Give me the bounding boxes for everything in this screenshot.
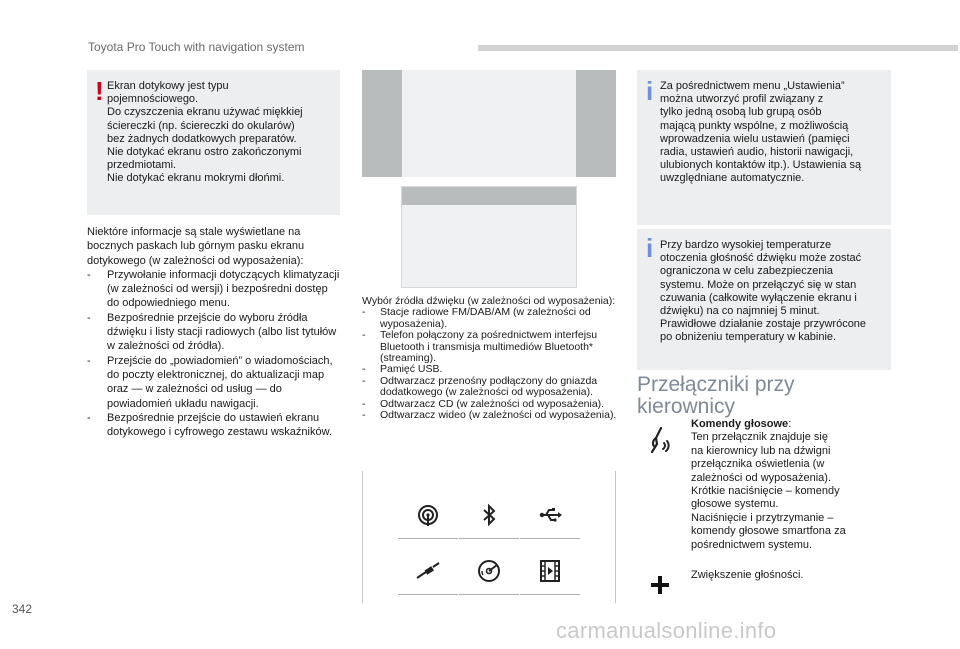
info-note-temperature	[637, 229, 891, 370]
info-note-text: Za pośrednictwem menu „Ustawienia” można utworzyć profil związany z tylko jedną osobą lub grupą osób mającą punkty wspólne, z możliwością wprowadzenia wielu ustawień (pamięci radia, ustawień audio, historii nawigacji, ulubionych kontaktów itp.). Ustawienia są uwzględniane automatycznie.	[660, 80, 862, 185]
divider	[398, 538, 458, 539]
info-icon: i	[646, 233, 654, 263]
list-item: - Bezpośrednie przejście do ustawień ekranu dotykowego i cyfrowego zestawu wskaźników.	[87, 411, 340, 440]
bluetooth-icon	[477, 503, 501, 527]
list-item: - Odtwarzacz wideo (w zależności od wyposażenia).	[362, 410, 618, 421]
warning-note	[87, 70, 340, 215]
source-icons-panel	[362, 471, 616, 603]
plus-icon	[650, 575, 670, 595]
list-item: - Telefon połączony za pośrednictwem interfejsu Bluetooth i transmisja multimediów Bluetooth* (streaming).	[362, 330, 618, 364]
voice-command-label: Komendy głosowe	[691, 418, 789, 430]
cd-source-item	[459, 549, 519, 595]
list-item: - Odtwarzacz przenośny podłączony do gniazda dodatkowego (w zależności od wyposażenia).	[362, 376, 618, 399]
warning-icon: !	[95, 76, 104, 106]
info-note-profiles	[637, 70, 891, 225]
volume-up-description: Zwiększenie głośności.	[691, 569, 804, 581]
section-title: Przełączniki przy kierownicy	[637, 373, 795, 418]
divider	[459, 538, 519, 539]
list-item: - Odtwarzacz CD (w zależności od wyposażenia).	[362, 399, 618, 410]
middle-intro: Wybór źródła dźwięku (w zależności od wyposażenia):	[362, 295, 616, 307]
divider	[459, 594, 519, 595]
info-icon: i	[646, 76, 654, 106]
watermark: carmanualsonline.info	[556, 618, 777, 643]
voice-command-text: Ten przełącznik znajduje się na kierownicy lub na dźwigni przełącznika oświetlenia (w zależności od wyposażenia). Krótkie naciśnięcie – komendy głosowe systemu. Naciśnięcie i przytrzymanie – komendy głosowe smartfona za pośrednictwem systemu.	[691, 431, 846, 551]
list-item: - Przywołanie informacji dotyczących klimatyzacji (w zależności od wersji) i bezpośredni dostęp do odpowiedniego menu.	[87, 268, 340, 311]
video-source-item	[520, 549, 580, 595]
list-item: - Bezpośrednie przejście do wyboru źródła dźwięku i listy stacji radiowych (albo list tytułów w zależności od źródła).	[87, 311, 340, 354]
radio-icon	[416, 503, 440, 527]
divider	[520, 538, 580, 539]
left-bullet-list	[87, 268, 340, 440]
middle-bullet-list	[362, 307, 618, 421]
divider	[398, 594, 458, 595]
screen-top-bar-illustration	[401, 186, 577, 288]
aux-jack-icon	[416, 559, 440, 583]
screen-center-area	[402, 70, 576, 177]
divider	[520, 594, 580, 595]
list-item: - Stacje radiowe FM/DAB/AM (w zależności od wyposażenia).	[362, 307, 618, 330]
header-bar	[478, 45, 958, 51]
running-header: Toyota Pro Touch with navigation system	[88, 40, 305, 54]
warning-note-text: Ekran dotykowy jest typu pojemnościowego. Do czyszczenia ekranu używać miękkiej ściereczki (np. ściereczki do okularów) bez żadnych dodatkowych preparatów. Nie dotykać ekranu ostro zakończonymi przedmiotami. Nie dotykać ekranu mokrymi dłońmi.	[107, 80, 303, 185]
info-note-text: Przy bardzo wysokiej temperaturze otoczenia głośność dźwięku może zostać ograniczona w celu zabezpieczenia systemu. Może on przełączyć się w stan czuwania (całkowite wyłączenie ekranu i dźwięku) na co najmniej 5 minut. Prawidłowe działanie zostaje przywrócone po obniżeniu temperatury w kabinie.	[660, 239, 867, 344]
cd-icon	[477, 559, 501, 583]
left-column-text	[87, 225, 340, 439]
usb-icon	[538, 503, 562, 527]
list-item: - Pamięć USB.	[362, 364, 618, 375]
bluetooth-source-item	[459, 493, 519, 539]
usb-source-item	[520, 493, 580, 539]
video-icon	[538, 559, 562, 583]
page-number: 342	[12, 602, 33, 616]
screen-illustration	[362, 70, 616, 177]
left-intro: Niektóre informacje są stale wyświetlane na bocznych paskach lub górnym pasku ekranu dotykowego (w zależności od wyposażenia):	[87, 226, 305, 267]
middle-column-text	[362, 296, 618, 421]
radio-source-item	[398, 493, 458, 539]
voice-command-description: Komendy głosowe: Ten przełącznik znajduje się na kierownicy lub na dźwigni przełącznika oświetlenia (w zależności od wyposażenia). Krótkie naciśnięcie – komendy głosowe systemu. Naciśnięcie i przytrzymanie – komendy głosowe smartfona za pośrednictwem systemu.	[691, 418, 846, 551]
aux-source-item	[398, 549, 458, 595]
screen-top-bar	[402, 187, 576, 205]
list-item: - Przejście do „powiadomień” o wiadomościach, do poczty elektronicznej, do aktualizacji map oraz — w zależności od usług — do powiadomień układu nawigacji.	[87, 354, 340, 411]
voice-command-icon	[643, 424, 675, 456]
